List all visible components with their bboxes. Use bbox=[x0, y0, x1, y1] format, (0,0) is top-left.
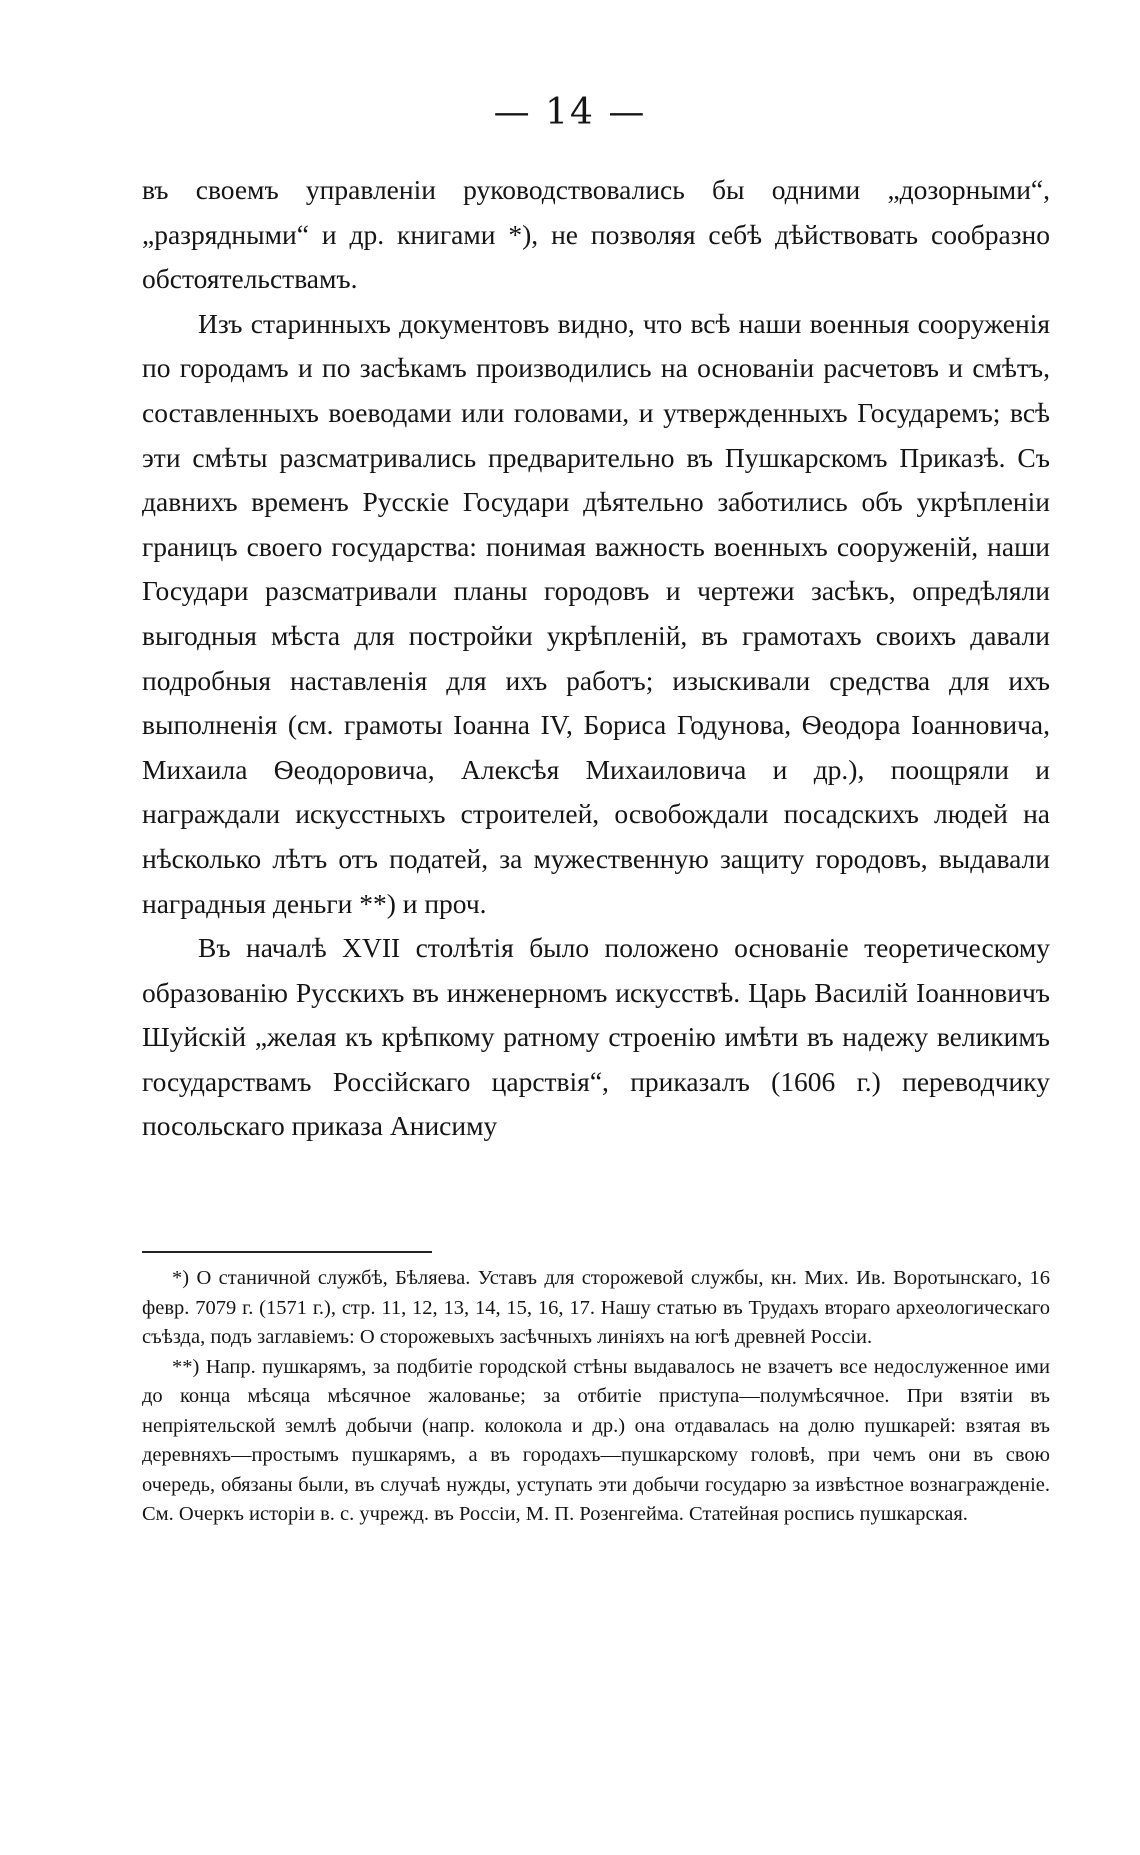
footnote-separator bbox=[142, 1251, 432, 1253]
footnote-2: **) Напр. пушкарямъ, за подбитіе городской стѣны выдавалось не взачетъ все недослуженное ими до конца мѣсяца мѣсячное жалованье; за отбитіе приступа—полумѣсячное. При взятіи въ непріятельской землѣ добычи (напр. колокола и др.) она отдавалась на долю пушкарей: взятая въ деревняхъ—простымъ пушкарямъ, а въ городахъ—пушкарскому головѣ, при чемъ они въ свою очередь, обязаны были, въ случаѣ нужды, уступать эти добычи государю за извѣстное вознагражденіе. См. Очеркъ исторіи в. с. учрежд. въ Россіи, М. П. Розенгейма. Статейная роспись пушкарская. bbox=[142, 1355, 1050, 1525]
paragraph-3: Въ началѣ XVII столѣтія было положено основаніе теоретическому образованію Русскихъ въ инженерномъ искусствѣ. Царь Василій Іоанновичъ Шуйскій „желая къ крѣпкому ратному строенію имѣти въ надежу великимъ государствамъ Россійскаго царствія“, приказалъ (1606 г.) переводчику посольскаго приказа Анисиму bbox=[142, 932, 1050, 1142]
paragraph-2: Изъ старинныхъ документовъ видно, что всѣ наши военныя сооруженія по городамъ и по засѣкамъ производились на основаніи расчетовъ и смѣтъ, составленныхъ воеводами или головами, и утвержденныхъ Государемъ; всѣ эти смѣты разсматривались предварительно въ Пушкарскомъ Приказѣ. Съ давнихъ временъ Русскіе Государи дѣятельно заботились объ укрѣпленіи границъ своего государства: понимая важность военныхъ сооруженій, наши Государи разсматривали планы городовъ и чертежи засѣкъ, опредѣляли выгодныя мѣста для постройки укрѣпленій, въ грамотахъ своихъ давали подробныя наставленія для ихъ работъ; изыскивали средства для ихъ выполненія (см. грамоты Іоанна IV, Бориса Годунова, Ѳеодора Іоанновича, Михаила Ѳеодоровича, Алексѣя Михаиловича и др.), поощряли и награждали искусстныхъ строителей, освобождали посадскихъ людей на нѣсколько лѣтъ отъ податей, за мужественную защиту городовъ, выдавали наградныя деньги **) и проч. bbox=[142, 307, 1050, 919]
footnotes bbox=[142, 1264, 1050, 1530]
main-text bbox=[142, 168, 1050, 1149]
footnote-1: *) О станичной службѣ, Бѣляева. Уставъ для сторожевой службы, кн. Мих. Ив. Воротынскаго, 16 февр. 7079 г. (1571 г.), стр. 11, 12, 13, 14, 15, 16, 17. Нашу статью въ Трудахъ втораго археологическаго съѣзда, подъ заглавіемъ: О сторожевыхъ засѣчныхъ линіяхъ на югѣ древней Россіи. bbox=[142, 1267, 1050, 1348]
paragraph-1: въ своемъ управленіи руководствовались бы одними „дозорными“, „разрядными“ и др. книгами *), не позволяя себѣ дѣйствовать сообразно обстоятельствамъ. bbox=[142, 174, 1050, 295]
page-number: — 14 — bbox=[493, 92, 647, 133]
